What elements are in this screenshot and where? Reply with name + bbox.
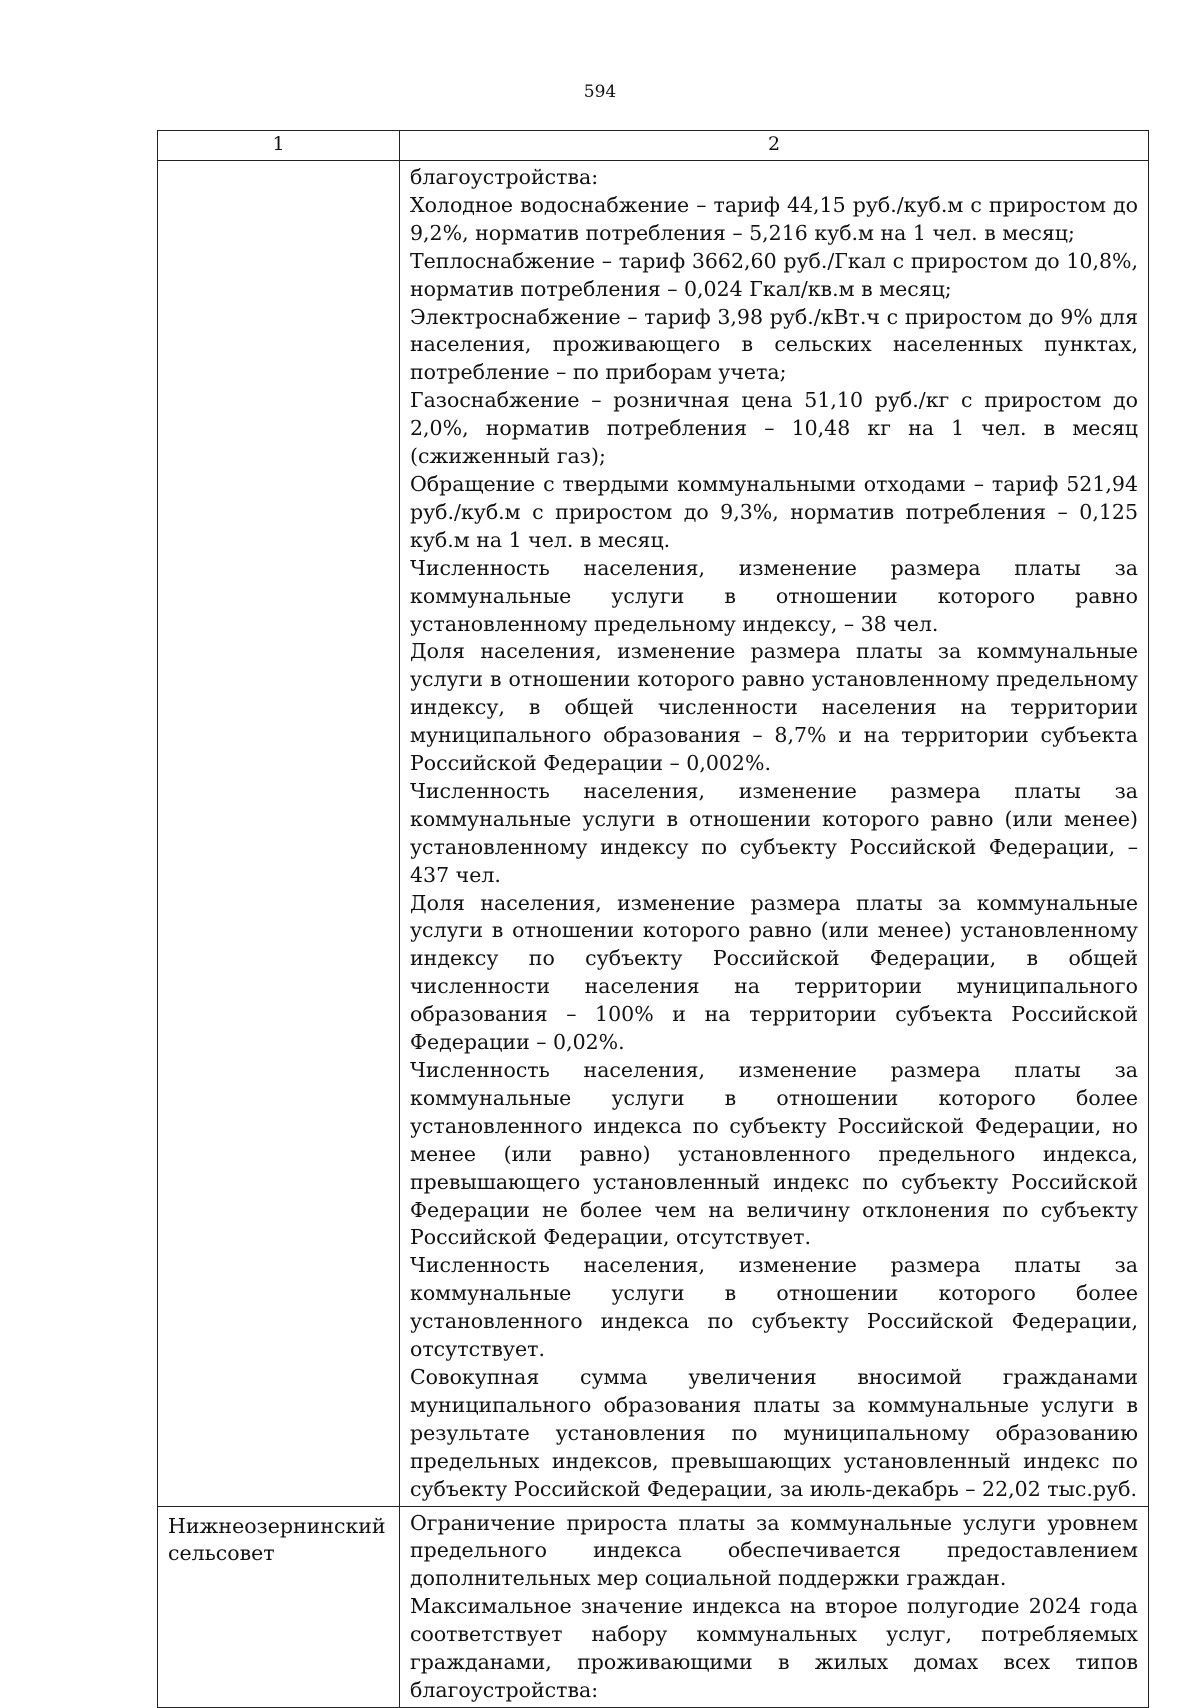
municipality-cell: Нижнеозернинский сельсовет (158, 1506, 400, 1707)
paragraph: Электроснабжение – тариф 3,98 руб./кВт.ч с приростом до 9% для населения, проживающего в сельских населенных пунктах, потребление – по приборам учета; (410, 304, 1138, 385)
paragraph: благоустройства: (410, 165, 599, 189)
paragraph: Ограничение прироста платы за коммунальные услуги уровнем предельного индекса обеспечивается предоставлением дополнительных мер социальной поддержки граждан. (410, 1510, 1138, 1591)
paragraph: Численность населения, изменение размера платы за коммунальные услуги в отношении которого более установленного индекса по субъекту Российской Федерации, но менее (или равно) установленного предельного индекса, превышающего установленный индекс по субъекту Российской Федерации не более чем на величину отклонения по субъекту Российской Федерации, отсутствует. (410, 1058, 1138, 1250)
paragraph: Доля населения, изменение размера платы за коммунальные услуги в отношении которого равно установленному предельному индексу, в общей численности населения на территории муниципального образования – 8,7% и на территории субъекта Российской Федерации – 0,002%. (410, 639, 1138, 776)
description-cell (400, 1506, 1149, 1707)
paragraph: Обращение с твердыми коммунальными отходами – тариф 521,94 руб./куб.м с приростом до 9,3%, норматив потребления – 0,125 куб.м на 1 чел. в месяц. (410, 471, 1138, 552)
paragraph: Холодное водоснабжение – тариф 44,15 руб./куб.м с приростом до 9,2%, норматив потребления – 5,216 куб.м на 1 чел. в месяц; (410, 192, 1138, 245)
table-row (158, 161, 1149, 1507)
paragraph: Теплоснабжение – тариф 3662,60 руб./Гкал с приростом до 10,8%, норматив потребления – 0,024 Гкал/кв.м в месяц; (410, 248, 1138, 301)
paragraph: Численность населения, изменение размера платы за коммунальные услуги в отношении которого равно установленному предельному индексу, – 38 чел. (410, 555, 1138, 636)
paragraph: Максимальное значение индекса на второе полугодие 2024 года соответствует набору коммунальных услуг, потребляемых гражданами, проживающими в жилых домах всех типов благоустройства: (410, 1594, 1138, 1702)
paragraph: Численность населения, изменение размера платы за коммунальные услуги в отношении которого более установленного индекса по субъекту Российской Федерации, отсутствует. (410, 1253, 1138, 1362)
tariff-table (157, 130, 1149, 1708)
column-header: 1 (158, 131, 400, 161)
municipality-cell (158, 161, 400, 1507)
column-header: 2 (400, 131, 1149, 161)
description-cell (400, 161, 1149, 1507)
table-row (158, 1506, 1149, 1707)
paragraph: Совокупная сумма увеличения вносимой гражданами муниципального образования платы за коммунальные услуги в результате установления по муниципальному образованию предельных индексов, превышающих установленный индекс по субъекту Российской Федерации, за июль-декабрь – 22,02 тыс.руб. (410, 1364, 1138, 1501)
paragraph: Газоснабжение – розничная цена 51,10 руб./кг с приростом до 2,0%, норматив потребления – 10,48 кг на 1 чел. в месяц (сжиженный газ); (410, 388, 1138, 469)
paragraph: Доля населения, изменение размера платы за коммунальные услуги в отношении которого равно (или менее) установленному индексу по субъекту Российской Федерации, в общей численности населения на территории муниципального образования – 100% и на территории субъекта Российской Федерации – 0,02%. (410, 890, 1138, 1055)
paragraph: Численность населения, изменение размера платы за коммунальные услуги в отношении которого равно (или менее) установленному индексу по субъекту Российской Федерации, –437 чел. (410, 778, 1138, 887)
table-header-row (158, 131, 1149, 161)
page-number: 594 (583, 82, 617, 102)
